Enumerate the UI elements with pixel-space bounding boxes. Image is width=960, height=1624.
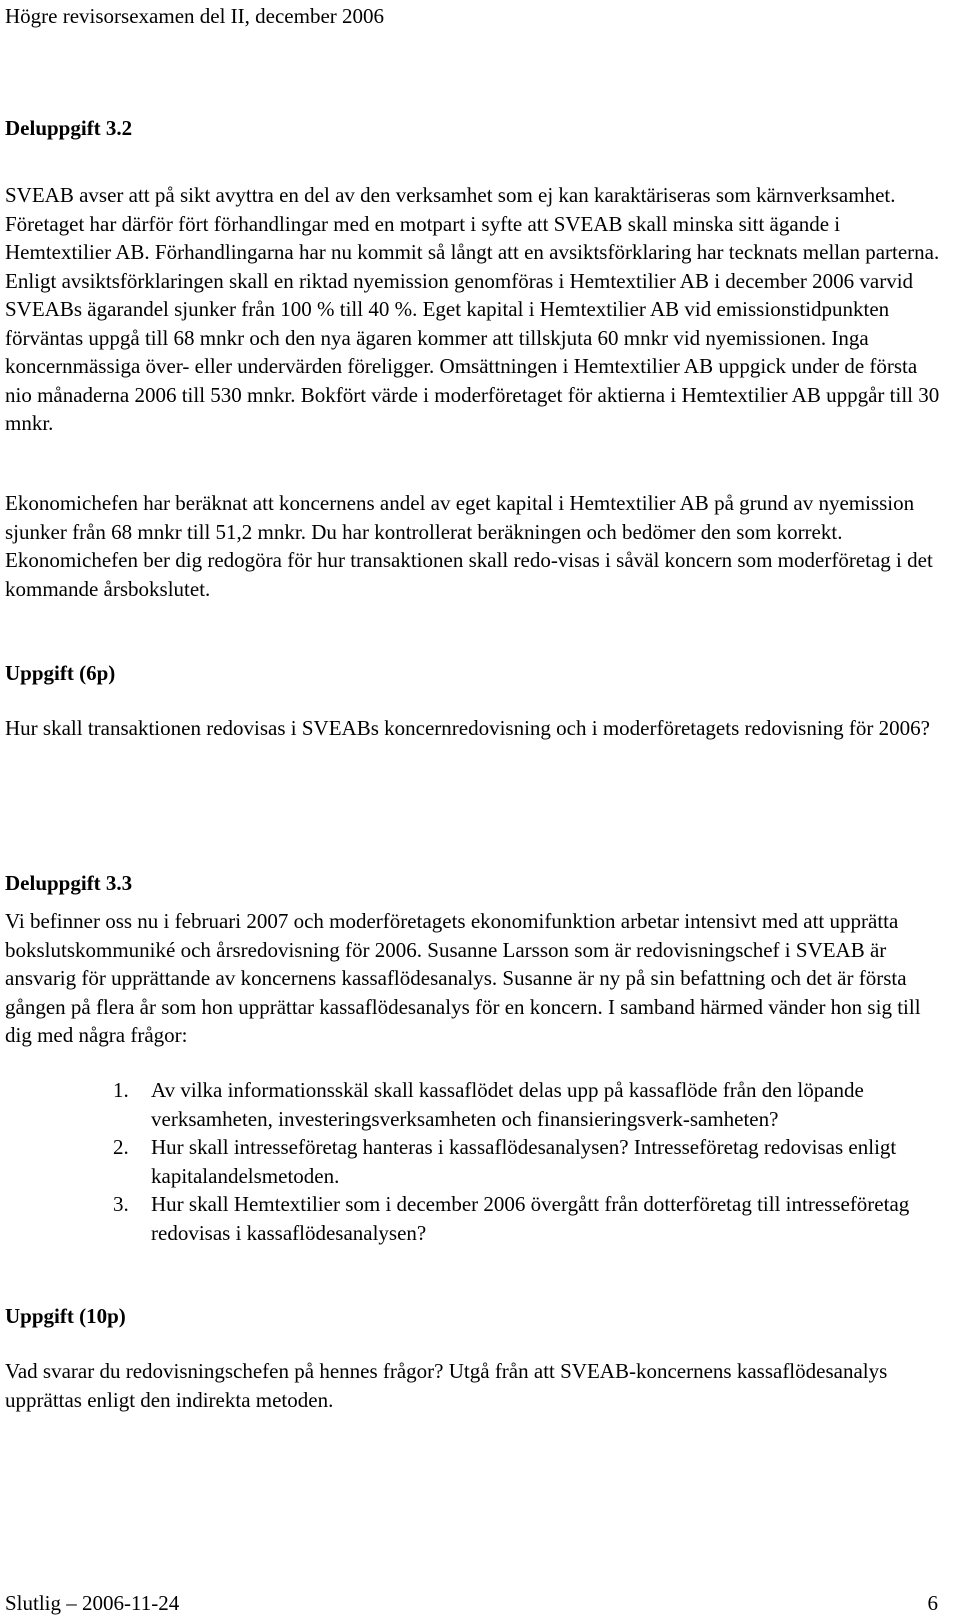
page-header-title: Högre revisorsexamen del II, december 2006 (5, 4, 385, 28)
list-item (113, 1190, 913, 1247)
list-item-number: 2. (113, 1135, 129, 1159)
question-list (113, 1076, 913, 1247)
list-item-number: 1. (113, 1078, 129, 1102)
footer-status: Slutlig – 2006-11-24 (5, 1591, 180, 1615)
section-3-3-paragraph-1: Vi befinner oss nu i februari 2007 och moderföretagets ekonomifunktion arbetar intensivt med att upprätta bokslutskommuniké och årsredovisning för 2006. Susanne Larsson som är redovisningschef i SVEAB är ansvarig för upprättande av koncernens kassaflödesanalys. Susanne är ny på sin befattning och det är första gången på flera år som hon upprättar kassaflödesanalys för en koncern. I samband härmed vänder hon sig till dig med några frågor: (5, 909, 921, 1047)
section-3-2-paragraph-2: Ekonomichefen har beräknat att koncernens andel av eget kapital i Hemtextilier AB på grund av nyemission sjunker från 68 mnkr till 51,2 mnkr. Du har kontrollerat beräkningen och bedömer den som korrekt. Ekonomichefen ber dig redogöra för hur transaktionen skall redo-visas i såväl koncern som moderföretag i det kommande årsbokslutet. (5, 491, 933, 601)
section-3-2-task-heading: Uppgift (6p) (5, 661, 116, 685)
list-item-number: 3. (113, 1192, 129, 1216)
list-item-text: Hur skall Hemtextilier som i december 2006 övergått från dotterföretag till intresseföretag redovisas i kassaflödesanalysen? (151, 1192, 910, 1245)
section-3-2-task-text: Hur skall transaktionen redovisas i SVEABs koncernredovisning och i moderföretagets redovisning för 2006? (5, 716, 930, 740)
section-3-3-task-text: Vad svarar du redovisningschefen på hennes frågor? Utgå från att SVEAB-koncernens kassaflödesanalys upprättas enligt den indirekta metoden. (5, 1359, 888, 1412)
list-item (113, 1133, 913, 1190)
section-heading-3-2: Deluppgift 3.2 (5, 116, 133, 140)
list-item-text: Av vilka informationsskäl skall kassaflödet delas upp på kassaflöde från den löpande verksamheten, investeringsverksamheten och finansieringsverk-samheten? (151, 1078, 864, 1131)
footer-page-number: 6 (927, 1591, 938, 1615)
footer-divider (5, 1583, 935, 1584)
section-3-3-task-heading: Uppgift (10p) (5, 1304, 126, 1328)
list-item-text: Hur skall intresseföretag hanteras i kassaflödesanalysen? Intresseföretag redovisas enligt kapitalandelsmetoden. (151, 1135, 897, 1188)
section-heading-3-3: Deluppgift 3.3 (5, 871, 133, 895)
section-3-2-paragraph-1: SVEAB avser att på sikt avyttra en del av den verksamhet som ej kan karaktäriseras som kärnverksamhet. Företaget har därför fört förhandlingar med en motpart i syfte att SVEAB skall minska sitt ägande i Hemtextilier AB. Förhandlingarna har nu kommit så långt att en avsiktsförklaring har tecknats mellan parterna. Enligt avsiktsförklaringen skall en riktad nyemission genomföras i Hemtextilier AB i december 2006 varvid SVEABs ägarandel sjunker från 100 % till 40 %. Eget kapital i Hemtextilier AB vid emissionstidpunkten förväntas uppgå till 68 mnkr och den nya ägaren kommer att tillskjuta 60 mnkr vid nyemissionen. Inga koncernmässiga över- eller undervärden föreligger. Omsättningen i Hemtextilier AB uppgick under de första nio månaderna 2006 till 530 mnkr. Bokfört värde i moderföretaget för aktierna i Hemtextilier AB uppgår till 30 mnkr. (5, 183, 940, 435)
list-item (113, 1076, 913, 1133)
